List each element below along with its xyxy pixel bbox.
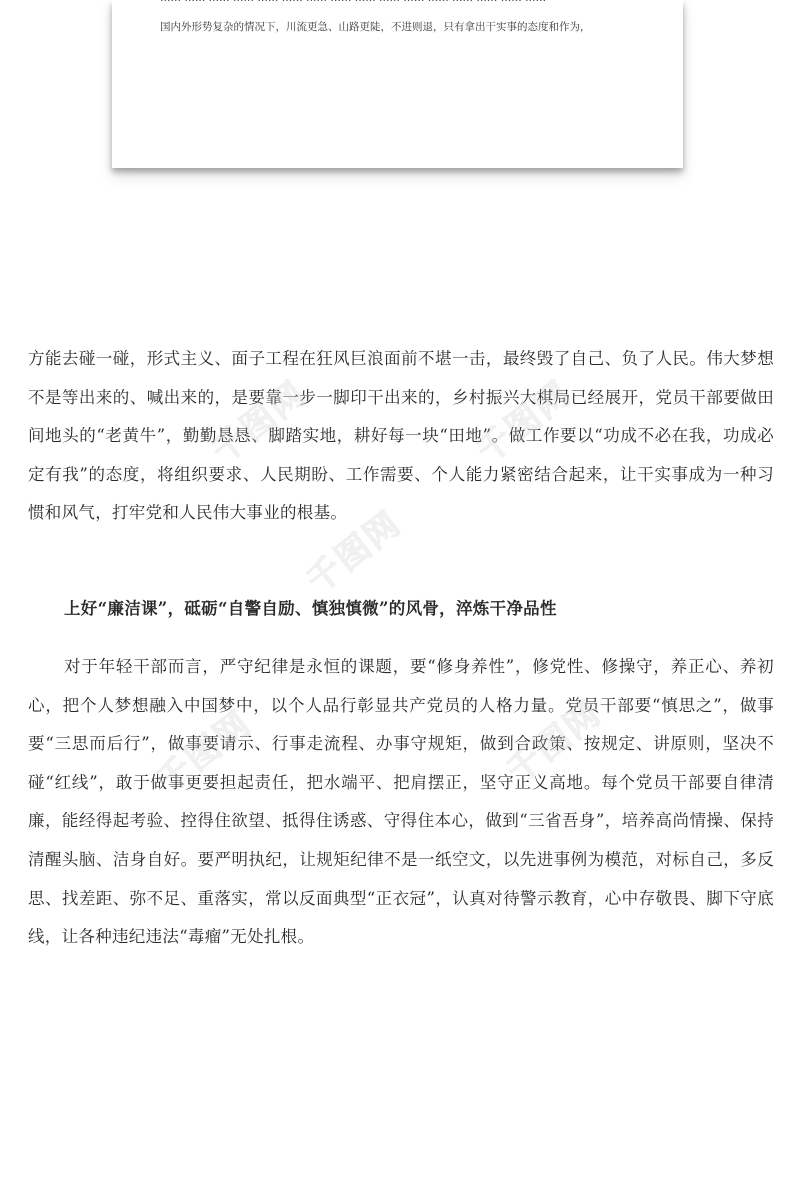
watermark-logo: 千图网: [499, 693, 610, 792]
preview-cut-line: [160, 0, 546, 5]
section-heading: 上好“廉洁课”，砥砺“自警自励、慎独慎微”的风骨，淬炼干净品性: [64, 599, 557, 618]
watermark-logo: 千图网: [469, 373, 580, 472]
body-paragraph-1: 方能去碰一碰，形式主义、面子工程在狂风巨浪面前不堪一击，最终毁了自己、负了人民。伟大梦想不是等出来的、喊出来的，是要靠一步一脚印干出来的，乡村振兴大棋局已经展开，党员干部要做田间地头的“老黄牛”，勤勤恳恳、脚踏实地，耕好每一块“田地”。做工作要以“功成不必在我，功成必定有我”的态度，将组织要求、人民期盼、工作需要、个人能力紧密结合起来，让干实事成为一种习惯和风气，打牢党和人民伟大事业的根基。: [28, 349, 774, 523]
watermark-logo: 千图网: [204, 373, 315, 472]
document-preview-card: [112, 0, 683, 168]
watermark-logo: 千图网: [299, 503, 410, 602]
watermark-logo: 千图网: [149, 703, 260, 802]
body-paragraph-2: 对于年轻干部而言，严守纪律是永恒的课题，要“修身养性”，修党性、修操守，养正心、养初心，把个人梦想融入中国梦中，以个人品行彰显共产党员的人格力量。党员干部要“慎思之”，做事要“三思而后行”，做事要请示、行事走流程、办事守规矩，做到合政策、按规定、讲原则，坚决不碰“红线”，敢于做事更要担起责任，把水端平、把肩摆正，坚守正义高地。每个党员干部要自律清廉，能经得起考验、控得住欲望、抵得住诱惑、守得住本心，做到“三省吾身”，培养高尚情操、保持清醒头脑、洁身自好。要严明执纪，让规矩纪律不是一纸空文，以先进事例为模范，对标自己，多反思、找差距、弥不足、重落实，常以反面典型“正衣冠”，认真对待警示教育，心中存敬畏、脚下守底线，让各种违纪违法“毒瘤”无处扎根。: [28, 657, 774, 947]
preview-text-line: 国内外形势复杂的情况下，川流更急、山路更陡，不进则退，只有拿出干实事的态度和作为，: [160, 21, 591, 33]
